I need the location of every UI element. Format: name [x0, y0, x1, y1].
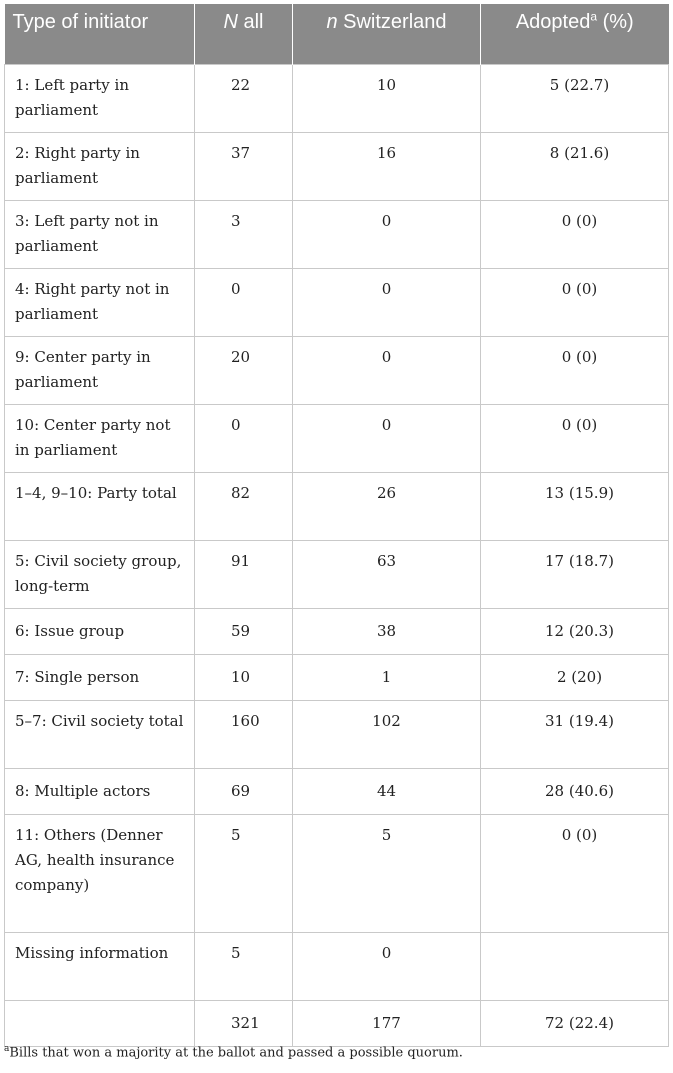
cell-n-switzerland: 10 — [293, 65, 481, 133]
header-adopted-footnote-marker: a — [590, 9, 598, 24]
header-n-all — [195, 4, 293, 65]
cell-n-all: 0 — [195, 405, 293, 473]
cell-adopted: 17 (18.7) — [481, 541, 669, 609]
table-row — [5, 1001, 669, 1047]
cell-n-all: 82 — [195, 473, 293, 541]
table-row — [5, 201, 669, 269]
cell-n-switzerland: 0 — [293, 337, 481, 405]
cell-type-of-initiator: 7: Single person — [5, 655, 195, 701]
cell-n-all: 59 — [195, 609, 293, 655]
cell-type-of-initiator: 4: Right party not in parliament — [5, 269, 195, 337]
cell-type-of-initiator: 3: Left party not in parliament — [5, 201, 195, 269]
cell-adopted: 12 (20.3) — [481, 609, 669, 655]
cell-n-switzerland: 0 — [293, 405, 481, 473]
table-row — [5, 701, 669, 769]
table-row — [5, 769, 669, 815]
header-adopted-label: Adopted — [515, 11, 591, 33]
table-row — [5, 133, 669, 201]
cell-n-all: 0 — [195, 269, 293, 337]
table-row — [5, 815, 669, 933]
cell-n-switzerland: 1 — [293, 655, 481, 701]
table-row — [5, 655, 669, 701]
table-footnote — [4, 1044, 463, 1060]
cell-adopted: 2 (20) — [481, 655, 669, 701]
cell-type-of-initiator — [5, 1001, 195, 1047]
cell-n-switzerland: 0 — [293, 269, 481, 337]
cell-type-of-initiator: 2: Right party in parliament — [5, 133, 195, 201]
cell-n-all: 10 — [195, 655, 293, 701]
header-n-switzerland-symbol: n — [326, 11, 338, 33]
cell-type-of-initiator: Missing information — [5, 933, 195, 1001]
cell-n-all: 321 — [195, 1001, 293, 1047]
cell-type-of-initiator: 11: Others (Denner AG, health insurance company) — [5, 815, 195, 933]
header-type-of-initiator: Type of initiator — [5, 4, 195, 65]
cell-adopted: 5 (22.7) — [481, 65, 669, 133]
cell-type-of-initiator: 5: Civil society group, long-term — [5, 541, 195, 609]
header-n-switzerland — [293, 4, 481, 65]
cell-type-of-initiator: 8: Multiple actors — [5, 769, 195, 815]
cell-n-switzerland: 5 — [293, 815, 481, 933]
cell-type-of-initiator: 1–4, 9–10: Party total — [5, 473, 195, 541]
cell-n-all: 5 — [195, 933, 293, 1001]
table-row — [5, 405, 669, 473]
table-row — [5, 933, 669, 1001]
cell-n-all: 5 — [195, 815, 293, 933]
cell-n-all: 91 — [195, 541, 293, 609]
cell-n-all: 20 — [195, 337, 293, 405]
header-row — [5, 4, 669, 65]
cell-n-all: 3 — [195, 201, 293, 269]
initiator-table — [4, 4, 669, 1047]
table-row — [5, 337, 669, 405]
cell-n-all: 69 — [195, 769, 293, 815]
cell-n-switzerland: 102 — [293, 701, 481, 769]
cell-adopted: 13 (15.9) — [481, 473, 669, 541]
table-row — [5, 269, 669, 337]
footnote-marker: a — [4, 1044, 10, 1054]
table-row — [5, 473, 669, 541]
cell-adopted — [481, 933, 669, 1001]
table-row — [5, 541, 669, 609]
footnote-text: Bills that won a majority at the ballot and passed a possible quorum. — [9, 1045, 463, 1061]
cell-type-of-initiator: 9: Center party in parliament — [5, 337, 195, 405]
cell-type-of-initiator: 10: Center party not in parliament — [5, 405, 195, 473]
cell-type-of-initiator: 5–7: Civil society total — [5, 701, 195, 769]
cell-n-switzerland: 177 — [293, 1001, 481, 1047]
table-body — [5, 65, 669, 1047]
cell-adopted: 28 (40.6) — [481, 769, 669, 815]
cell-adopted: 0 (0) — [481, 269, 669, 337]
cell-n-switzerland: 0 — [293, 201, 481, 269]
header-n-all-label: all — [237, 11, 264, 33]
header-adopted — [481, 4, 669, 65]
cell-n-switzerland: 26 — [293, 473, 481, 541]
cell-adopted: 8 (21.6) — [481, 133, 669, 201]
header-adopted-unit: (%) — [597, 11, 634, 33]
cell-type-of-initiator: 6: Issue group — [5, 609, 195, 655]
cell-n-all: 37 — [195, 133, 293, 201]
table-row — [5, 609, 669, 655]
cell-n-switzerland: 0 — [293, 933, 481, 1001]
cell-type-of-initiator: 1: Left party in parliament — [5, 65, 195, 133]
cell-adopted: 0 (0) — [481, 815, 669, 933]
cell-adopted: 0 (0) — [481, 405, 669, 473]
cell-n-switzerland: 44 — [293, 769, 481, 815]
cell-n-switzerland: 38 — [293, 609, 481, 655]
table-header — [5, 4, 669, 65]
table-row — [5, 65, 669, 133]
cell-adopted: 72 (22.4) — [481, 1001, 669, 1047]
header-n-all-symbol: N — [223, 11, 238, 33]
cell-n-all: 160 — [195, 701, 293, 769]
cell-n-switzerland: 63 — [293, 541, 481, 609]
cell-n-all: 22 — [195, 65, 293, 133]
cell-adopted: 0 (0) — [481, 201, 669, 269]
cell-n-switzerland: 16 — [293, 133, 481, 201]
cell-adopted: 31 (19.4) — [481, 701, 669, 769]
cell-adopted: 0 (0) — [481, 337, 669, 405]
header-n-switzerland-label: Switzerland — [337, 11, 447, 33]
